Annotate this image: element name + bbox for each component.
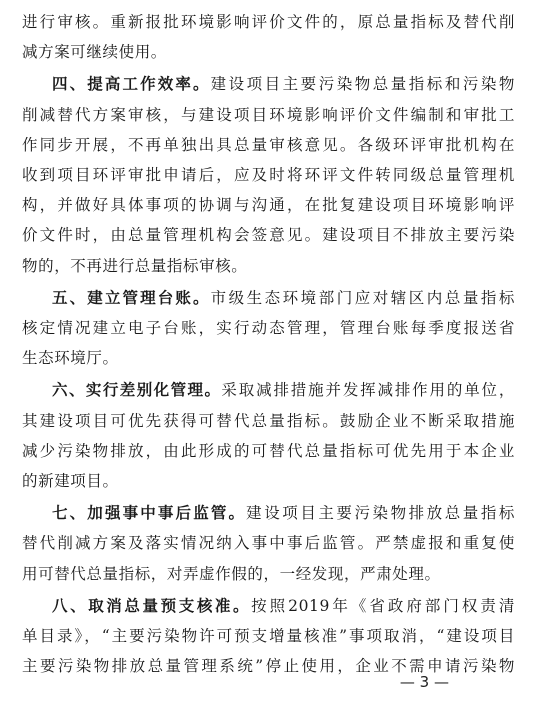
line-text: 削减替代方案审核，与建设项目环境影响评价文件编制和审批工 <box>22 105 515 124</box>
paragraph-line <box>22 12 515 32</box>
paragraph-line <box>22 348 515 368</box>
paragraph-line <box>22 533 515 553</box>
line-text: 进行审核。重新报批环境影响评价文件的，原总量指标及替代削 <box>22 13 515 31</box>
paragraph-line <box>22 441 515 461</box>
line-text: 价文件时，由总量管理机构会签意见。建设项目不排放主要污染 <box>22 226 515 245</box>
section-heading-line <box>52 503 515 523</box>
line-text: 主要污染物排放总量管理系统”停止使用，企业不需申请污染物 <box>22 657 515 676</box>
line-text: 构，并做好具体事项的协调与沟通，在批复建设项目环境影响评 <box>22 196 515 215</box>
line-text: 用可替代总量指标，对弄虚作假的，一经发现，严肃处理。 <box>22 564 441 583</box>
paragraph-line <box>22 318 515 338</box>
paragraph-line <box>22 165 515 185</box>
section-heading: 六、实行差别化管理。 <box>52 381 222 400</box>
line-text: 按照2019年《省政府部门权责清 <box>251 596 515 615</box>
line-text: 作同步开展，不再单独出具总量审核意见。各级环评审批机构在 <box>22 135 515 154</box>
page-number: — 3 — <box>399 673 449 691</box>
line-text: 减方案可继续使用。 <box>22 43 167 62</box>
line-text: 的新建项目。 <box>22 472 119 490</box>
line-text: 建设项目主要污染物排放总量指标 <box>246 504 515 523</box>
paragraph-line <box>22 256 515 276</box>
line-text: 其建设项目可优先获得可替代总量指标。鼓励企业不断采取措施 <box>22 411 515 430</box>
paragraph-line <box>22 225 515 245</box>
line-text: 生态环境厅。 <box>22 349 119 368</box>
paragraph-line <box>22 135 515 155</box>
line-text: 单目录》，“主要污染物许可预支增量核准”事项取消，“建设项目 <box>22 627 515 645</box>
paragraph-line <box>22 471 515 491</box>
section-heading-line <box>52 288 515 308</box>
line-text: 核定情况建立电子台账，实行动态管理，管理台账每季度报送省 <box>22 319 515 337</box>
line-text: 收到项目环评审批申请后，应及时将环评文件转同级总量管理机 <box>22 166 515 184</box>
paragraph-line <box>22 626 515 646</box>
section-heading-line <box>52 74 515 94</box>
section-heading: 八、取消总量预支核准。 <box>52 596 252 615</box>
section-heading: 五、建立管理台账。 <box>52 288 211 307</box>
paragraph-line <box>22 105 515 125</box>
paragraph-line <box>22 42 515 62</box>
paragraph-line <box>22 411 515 431</box>
section-heading: 七、加强事中事后监管。 <box>52 504 247 523</box>
section-heading: 四、提高工作效率。 <box>52 75 211 94</box>
line-text: 建设项目主要污染物总量指标和污染物 <box>210 75 515 94</box>
section-heading-line <box>52 380 515 400</box>
line-text: 物的，不再进行总量指标审核。 <box>22 256 248 275</box>
paragraph-line <box>22 564 515 584</box>
section-heading-line <box>52 596 515 616</box>
line-text: 采取减排措施并发挥减排作用的单位， <box>221 381 515 400</box>
line-text: 替代削减方案及落实情况纳入事中事后监管。严禁虚报和重复使 <box>22 534 515 553</box>
line-text: 市级生态环境部门应对辖区内总量指标 <box>210 288 515 307</box>
paragraph-line <box>22 195 515 215</box>
line-text: 减少污染物排放，由此形成的可替代总量指标可优先用于本企业 <box>22 441 515 460</box>
